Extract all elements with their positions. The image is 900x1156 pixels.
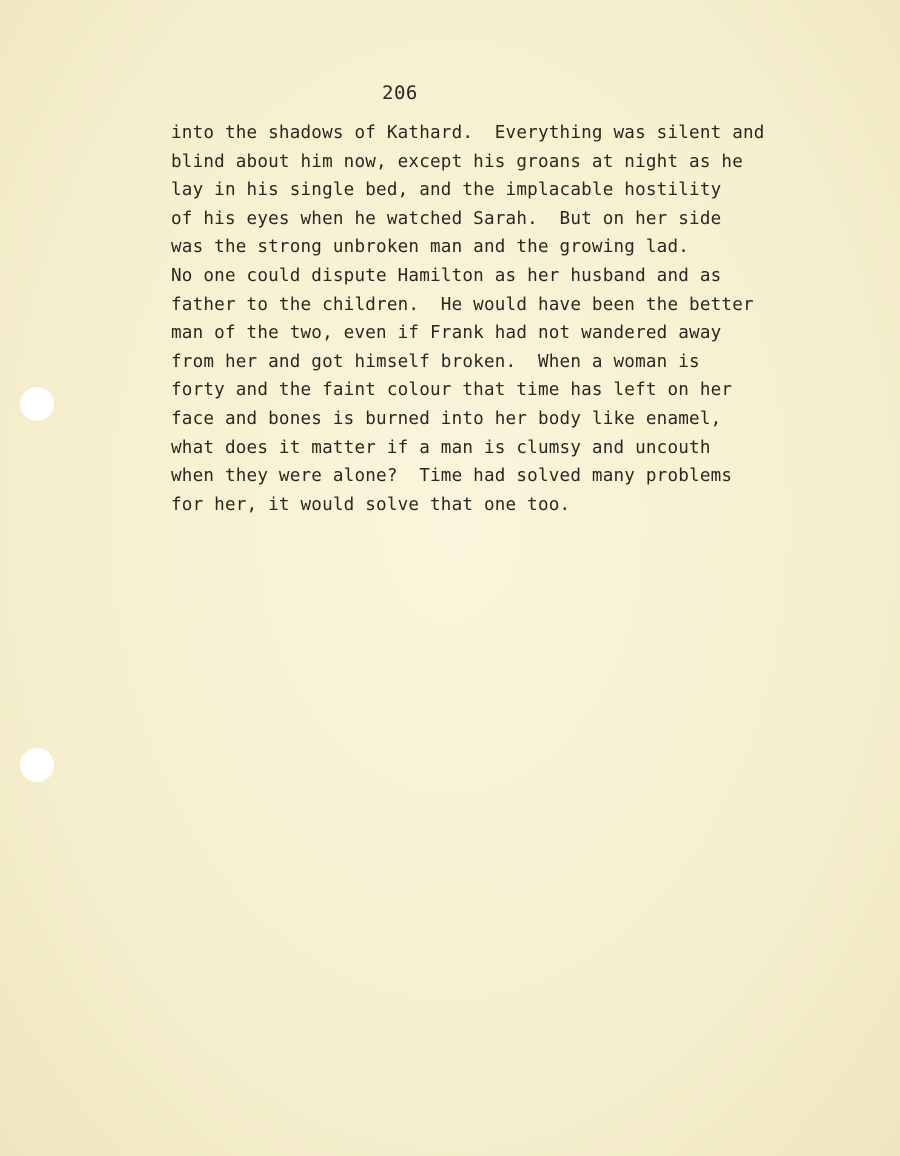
text-line: when they were alone? Time had solved many problems: [171, 466, 733, 487]
text-line: face and bones is burned into her body like enamel,: [171, 408, 722, 429]
text-line: from her and got himself broken. When a woman is: [171, 351, 700, 372]
text-line: forty and the faint colour that time has left on her: [171, 380, 733, 401]
punch-hole: [20, 748, 54, 782]
text-line: what does it matter if a man is clumsy and uncouth: [171, 437, 711, 458]
text-line: blind about him now, except his groans at night as he: [171, 151, 743, 172]
text-line: father to the children. He would have been the better: [171, 294, 754, 315]
text-line: was the strong unbroken man and the growing lad.: [171, 237, 690, 258]
text-line: No one could dispute Hamilton as her husband and as: [171, 265, 722, 286]
text-line: for her, it would solve that one too.: [171, 494, 571, 515]
text-line: into the shadows of Kathard. Everything was silent and: [171, 123, 765, 143]
text-line: man of the two, even if Frank had not wandered away: [171, 323, 722, 344]
text-line: lay in his single bed, and the implacable hostility: [171, 180, 722, 201]
page-number: 206: [382, 82, 418, 104]
punch-hole: [20, 387, 54, 421]
text-line: of his eyes when he watched Sarah. But on her side: [171, 208, 722, 229]
body-text: [171, 119, 831, 519]
